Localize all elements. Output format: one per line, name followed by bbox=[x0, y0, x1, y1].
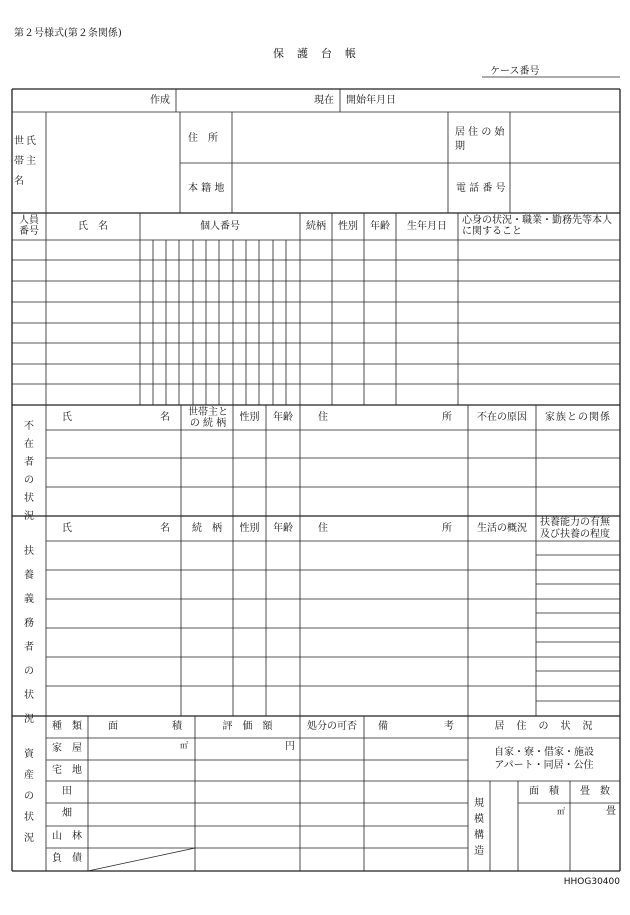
residence-area-header: 面 積 bbox=[529, 786, 559, 797]
area-unit: ㎡ bbox=[180, 741, 188, 750]
absentee-age-header: 年齢 bbox=[273, 412, 293, 423]
residence-status-header: 居 住 の 状 況 bbox=[494, 721, 594, 732]
absentee-name-right: 名 bbox=[160, 412, 170, 423]
phone-label: 電 話 番 号 bbox=[456, 183, 506, 194]
member-no-header: 人員番号 bbox=[19, 215, 39, 237]
personal-number-header: 個人番号 bbox=[200, 221, 240, 232]
disposal-header: 処分の可否 bbox=[307, 721, 357, 732]
absentee-address-right: 所 bbox=[442, 412, 452, 423]
asset-item-field: 畑 bbox=[62, 808, 72, 819]
form-number: 第２号様式(第２条関係) bbox=[14, 28, 122, 39]
residence-area-unit: ㎡ bbox=[557, 807, 565, 816]
asset-item-land: 宅 地 bbox=[52, 765, 82, 776]
supporter-address-left: 住 bbox=[318, 523, 328, 534]
housing-types-line1: 自家・寮・借家・施設 bbox=[494, 747, 594, 758]
asset-item-house: 家 屋 bbox=[52, 743, 82, 754]
remarks-left: 備 bbox=[378, 721, 388, 732]
domicile-label: 本 籍 地 bbox=[188, 183, 225, 194]
address-label: 住 所 bbox=[188, 133, 218, 144]
start-date-label: 開始年月日 bbox=[346, 95, 396, 106]
absentee-relation-header: 世帯主との 続 柄 bbox=[188, 407, 228, 429]
residence-start-label: 居 住 の 始 期 bbox=[455, 127, 505, 152]
remarks-right: 考 bbox=[444, 721, 454, 732]
asset-kind-header: 種 類 bbox=[52, 721, 82, 732]
asset-area-left: 面 bbox=[108, 721, 118, 732]
age-header: 年齢 bbox=[370, 221, 390, 232]
absentee-gender-header: 性別 bbox=[239, 412, 260, 423]
form-code: HHOG30400 bbox=[563, 877, 620, 887]
case-number-label: ケース番号 bbox=[490, 66, 540, 77]
supporters-section-label: 扶養義務者の状況 bbox=[24, 546, 34, 725]
supporter-name-right: 名 bbox=[160, 523, 170, 534]
scale-structure-label: 規模構造 bbox=[474, 798, 484, 857]
assets-section-label: 資産の状況 bbox=[24, 749, 34, 844]
asset-item-debt: 負 債 bbox=[52, 853, 82, 864]
absentees-section-label: 不在者の状況 bbox=[24, 421, 34, 522]
created-label: 作成 bbox=[150, 95, 170, 106]
absentee-address-left: 住 bbox=[318, 412, 328, 423]
housing-types-line2: アパート・同居・公住 bbox=[494, 760, 594, 771]
gender-header: 性別 bbox=[338, 221, 358, 232]
relation-header: 続柄 bbox=[306, 221, 326, 232]
supporter-address-right: 所 bbox=[442, 523, 452, 534]
supporter-age-header: 年齢 bbox=[273, 523, 293, 534]
asset-item-rice-field: 田 bbox=[62, 786, 72, 797]
supporter-relation-header: 続 柄 bbox=[192, 523, 222, 534]
asset-item-forest: 山 林 bbox=[52, 831, 82, 842]
asset-area-right: 積 bbox=[172, 721, 182, 732]
name-header: 氏 名 bbox=[78, 221, 108, 232]
supporter-gender-header: 性別 bbox=[239, 523, 260, 534]
valuation-header: 評 価 額 bbox=[222, 721, 273, 732]
absentee-name-left: 氏 bbox=[62, 412, 72, 423]
yen-unit: 円 bbox=[285, 741, 295, 752]
living-condition-header: 生活の概況 bbox=[477, 523, 527, 534]
support-ability-header: 扶養能力の有無及び扶養の程度 bbox=[540, 517, 610, 540]
absence-reason-header: 不在の原因 bbox=[477, 412, 527, 423]
family-relation-header: 家族との関係 bbox=[545, 412, 611, 423]
birthdate-header: 生年月日 bbox=[407, 221, 447, 232]
status-header: 心身の状況・職業・勤務先等本人に関すること bbox=[462, 215, 612, 237]
tatami-header: 畳 数 bbox=[580, 786, 610, 797]
page-title: 保 護 台 帳 bbox=[273, 47, 357, 60]
tatami-unit: 畳 bbox=[606, 806, 616, 817]
supporter-name-left: 氏 bbox=[62, 523, 72, 534]
current-label: 現在 bbox=[314, 95, 334, 106]
household-head-label: 世氏帯主名 bbox=[14, 136, 38, 187]
